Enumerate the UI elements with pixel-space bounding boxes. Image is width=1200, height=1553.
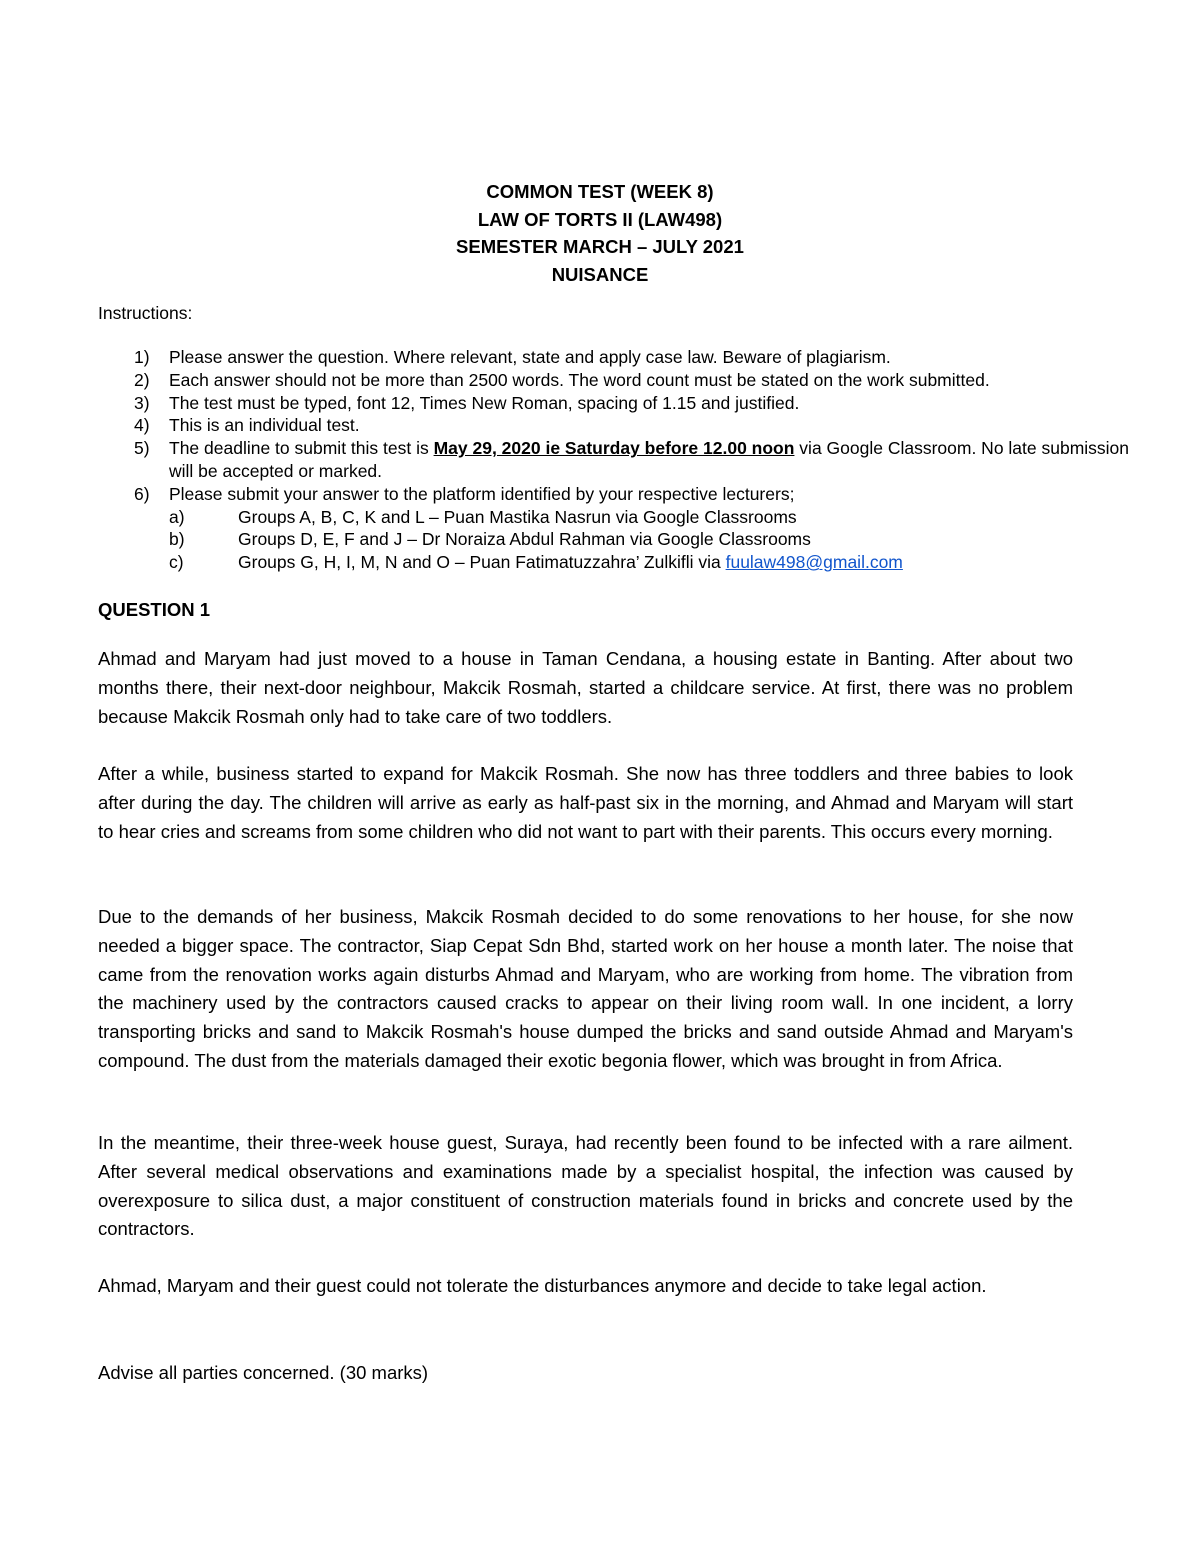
sub-item-text: Groups D, E, F and J – Dr Noraiza Abdul Rahman via Google Classrooms xyxy=(238,529,811,550)
question-paragraph-5: Ahmad, Maryam and their guest could not tolerate the disturbances anymore and decide to take legal action. xyxy=(98,1275,987,1296)
instruction-text: The test must be typed, font 12, Times New Roman, spacing of 1.15 and justified. xyxy=(169,392,800,413)
instruction-text: Please submit your answer to the platform identified by your respective lecturers; xyxy=(169,483,795,504)
sub-item-text-prefix: Groups G, H, I, M, N and O – Puan Fatimatuzzahra’ Zulkifli via xyxy=(238,552,726,573)
instruction-item-4 xyxy=(98,414,1138,437)
instruction-item-2 xyxy=(98,369,1138,392)
instruction-number: 6) xyxy=(134,483,150,504)
question-heading: QUESTION 1 xyxy=(98,599,211,620)
sub-item-letter: b) xyxy=(169,529,185,550)
title-line-test: COMMON TEST (WEEK 8) xyxy=(486,181,714,202)
sub-item-text: Groups A, B, C, K and L – Puan Mastika Nasrun via Google Classrooms xyxy=(238,506,797,527)
question-paragraph-1: Ahmad and Maryam had just moved to a house in Taman Cendana, a housing estate in Banting. After about two months there, their next-door neighbour, Makcik Rosmah, started a childcare service. At first, there was no problem because Makcik Rosmah only had to take care of two toddlers. xyxy=(98,648,1073,727)
title-line-semester: SEMESTER MARCH – JULY 2021 xyxy=(456,236,744,257)
submission-group-a xyxy=(98,506,1138,529)
question-marks: Advise all parties concerned. (30 marks) xyxy=(98,1362,429,1383)
sub-item-letter: c) xyxy=(169,552,184,573)
question-paragraph-3: Due to the demands of her business, Makcik Rosmah decided to do some renovations to her house, for she now needed a bigger space. The contractor, Siap Cepat Sdn Bhd, started work on her house a month later. The noise that came from the renovation works again disturbs Ahmad and Maryam, who are working from home. The vibration from the machinery used by the contractors caused cracks to appear on their living room wall. In one incident, a lorry transporting bricks and sand to Makcik Rosmah's house dumped the bricks and sand outside Ahmad and Maryam's compound. The dust from the materials damaged their exotic begonia flower, which was brought in from Africa. xyxy=(98,906,1073,1071)
title-line-topic: NUISANCE xyxy=(551,263,649,285)
deadline-intro: The deadline to submit this test is xyxy=(169,438,434,459)
instructions-list xyxy=(98,346,1138,574)
instruction-text: This is an individual test. xyxy=(169,415,360,436)
deadline-date: May 29, 2020 ie Saturday before 12.00 noon xyxy=(433,438,795,459)
submission-group-c xyxy=(98,551,1138,574)
instruction-text: Each answer should not be more than 2500 words. The word count must be stated on the work submitted. xyxy=(169,369,990,390)
question-paragraph-2: After a while, business started to expand for Makcik Rosmah. She now has three toddlers and three babies to look after during the day. The children will arrive as early as half-past six in the morning, and Ahmad and Maryam will start to hear cries and screams from some children who did not want to part with their parents. This occurs every morning. xyxy=(98,763,1073,842)
instruction-number: 5) xyxy=(134,438,150,459)
submission-group-b xyxy=(98,528,1138,551)
instruction-number: 1) xyxy=(134,347,150,367)
instruction-number: 3) xyxy=(134,392,150,413)
sub-item-letter: a) xyxy=(169,506,185,527)
instructions-label: Instructions: xyxy=(98,303,193,323)
instruction-number: 2) xyxy=(134,369,150,390)
document-title xyxy=(0,178,1200,288)
email-link[interactable]: fuulaw498@gmail.com xyxy=(725,552,903,573)
instruction-text xyxy=(169,437,1138,483)
instruction-text: Please answer the question. Where relevant, state and apply case law. Beware of plagiarism. xyxy=(169,347,891,367)
deadline-outro: via Google Classroom. No late submission will be accepted or marked. xyxy=(169,438,1130,481)
sub-item-text xyxy=(238,551,1138,574)
title-line-course: LAW OF TORTS II (LAW498) xyxy=(477,208,723,230)
instruction-number: 4) xyxy=(134,415,150,436)
question-paragraph-4: In the meantime, their three-week house guest, Suraya, had recently been found to be infected with a rare ailment. After several medical observations and examinations made by a specialist hospital, the infection was caused by overexposure to silica dust, a major constituent of construction materials found in bricks and concrete used by the contractors. xyxy=(98,1132,1073,1240)
instruction-item-1 xyxy=(98,346,1138,369)
instruction-item-6 xyxy=(98,483,1138,506)
instruction-item-5 xyxy=(98,437,1138,483)
instruction-item-3 xyxy=(98,392,1138,415)
